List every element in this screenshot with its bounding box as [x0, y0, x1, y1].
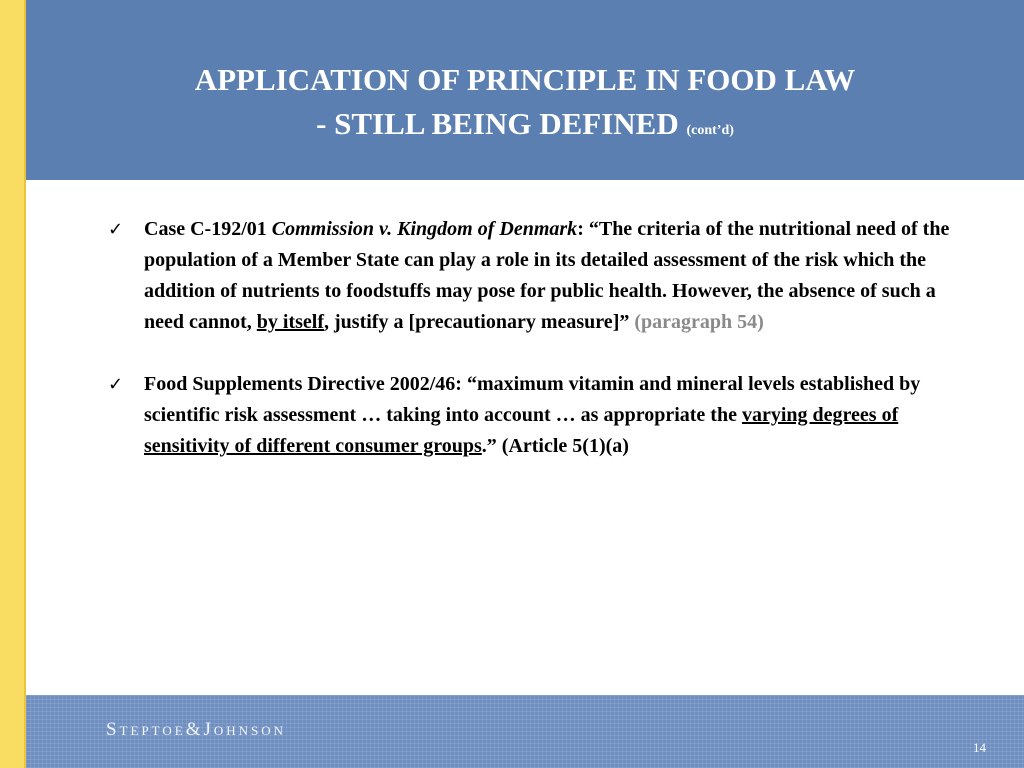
bullet-text: Food Supplements Directive 2002/46: “maximum vitamin and mineral levels established by scientific risk assessment … taking into account … as appropriate the: [144, 373, 921, 426]
bullet-text-end: .” (Article 5(1)(a): [481, 435, 629, 457]
bullet-text-end: , justify a [precautionary measure]”: [324, 311, 635, 333]
footer-band: [26, 695, 1024, 768]
title-suffix: (cont’d): [686, 123, 734, 138]
checkmark-icon: ✓: [108, 219, 124, 240]
company-logo: Steptoe&Johnson: [106, 719, 287, 740]
bullet-underlined-text: varying degrees of sensitivity of different consumer groups: [144, 404, 899, 457]
bullet-underlined-text: by itself: [256, 311, 325, 333]
bullet-reference: (paragraph 54): [634, 311, 764, 333]
bullet-item: [108, 214, 968, 338]
title-line-2-text: - STILL BEING DEFINED: [316, 106, 679, 141]
slide-content: [108, 214, 968, 493]
bullet-text: : “The criteria of the nutritional need of the population of a Member State can play a role in its detailed assessment of the risk which the addition of nutrients to foodstuffs may pose for public health. However, the absence of such a need cannot,: [144, 218, 950, 333]
slide-title: [26, 58, 1024, 153]
bullet-item: [108, 369, 968, 462]
bullet-case-number: Case C-192/01: [144, 218, 272, 240]
left-accent-stripe: [0, 0, 26, 768]
title-line-1: APPLICATION OF PRINCIPLE IN FOOD LAW: [194, 62, 856, 97]
checkmark-icon: ✓: [108, 374, 124, 395]
title-line-2: [26, 102, 1024, 153]
bullet-case-name: Commission v. Kingdom of Denmark: [271, 218, 578, 240]
page-number: 14: [973, 740, 986, 755]
